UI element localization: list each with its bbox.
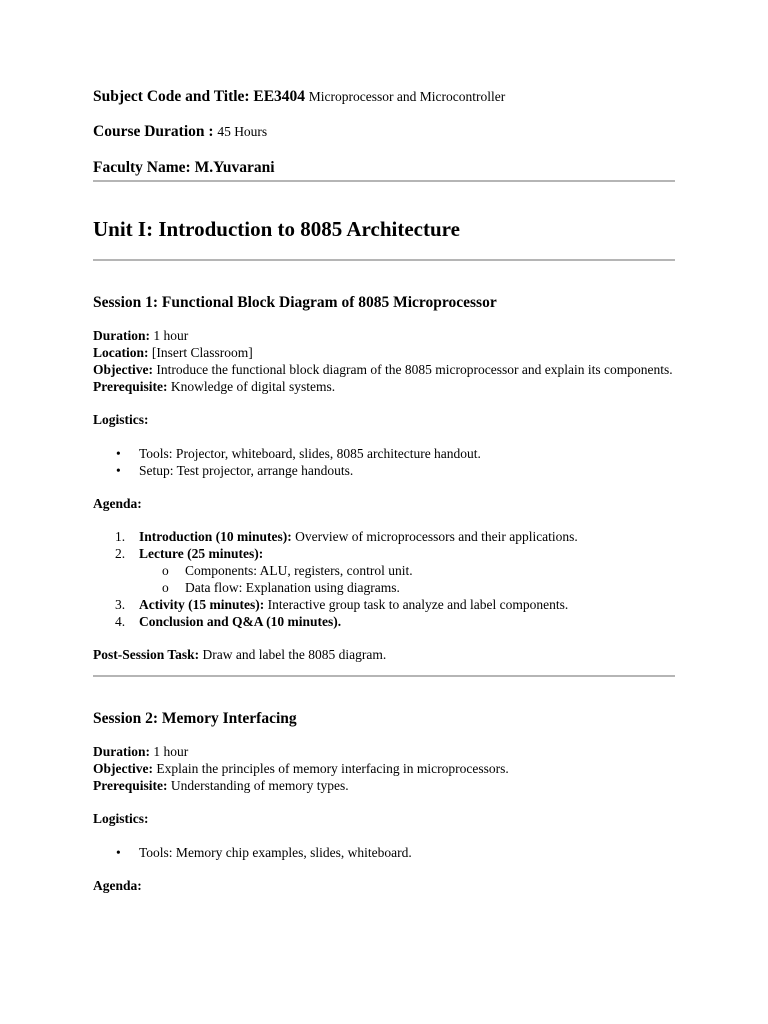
list-item-text: Tools: Projector, whiteboard, slides, 8085 architecture handout.	[139, 446, 481, 461]
agenda-item	[93, 613, 675, 630]
session-1-agenda-label: Agenda:	[93, 496, 142, 511]
duration-value: 1 hour	[153, 744, 189, 759]
list-item-text: Setup: Test projector, arrange handouts.	[139, 463, 354, 478]
agenda-item-text: Interactive group task to analyze and label components.	[267, 597, 569, 612]
course-duration-label: Course Duration :	[93, 123, 214, 140]
agenda-item-heading: Lecture (25 minutes):	[139, 546, 264, 561]
session-2-agenda-label: Agenda:	[93, 878, 142, 893]
faculty-name: Faculty Name: M.Yuvarani	[93, 159, 275, 176]
objective-label: Objective:	[93, 761, 153, 776]
agenda-number: 3.	[115, 597, 126, 612]
list-item	[93, 844, 675, 861]
agenda-number: 1.	[115, 529, 126, 544]
sub-list-item	[139, 579, 675, 596]
session-1-prerequisite	[93, 378, 675, 395]
duration-label: Duration:	[93, 744, 150, 759]
agenda-item-heading: Introduction (10 minutes):	[139, 529, 292, 544]
location-label: Location:	[93, 345, 149, 360]
session-1-objective	[93, 361, 675, 378]
session-1-logistics-label: Logistics:	[93, 412, 149, 427]
agenda-number: 4.	[115, 614, 126, 629]
bullet-icon: •	[116, 845, 121, 860]
subject-label: Subject Code and Title:	[93, 88, 250, 105]
agenda-item	[93, 545, 675, 596]
session-2-logistics-list	[93, 844, 675, 861]
prerequisite-label: Prerequisite:	[93, 379, 168, 394]
session-1-logistics-list	[93, 445, 675, 479]
session-1-post-task	[93, 646, 675, 663]
session-2-objective	[93, 760, 675, 777]
subject-line	[93, 88, 675, 106]
agenda-item-heading: Conclusion and Q&A (10 minutes).	[139, 614, 342, 629]
faculty-line	[93, 159, 675, 177]
agenda-item-text: Overview of microprocessors and their applications.	[295, 529, 578, 544]
agenda-item-heading: Activity (15 minutes):	[139, 597, 265, 612]
sub-list-item-text: Components: ALU, registers, control unit.	[185, 563, 413, 578]
location-value: [Insert Classroom]	[151, 345, 253, 360]
subject-code: EE3404	[253, 88, 306, 105]
duration-label: Duration:	[93, 328, 150, 343]
session-2-prerequisite	[93, 777, 675, 794]
post-task-value: Draw and label the 8085 diagram.	[202, 647, 387, 662]
prerequisite-value: Knowledge of digital systems.	[170, 379, 336, 394]
objective-label: Objective:	[93, 362, 153, 377]
agenda-number: 2.	[115, 546, 126, 561]
bullet-icon: •	[116, 446, 121, 461]
circle-bullet-icon: o	[162, 563, 169, 578]
bullet-icon: •	[116, 463, 121, 478]
sub-list-item-text: Data flow: Explanation using diagrams.	[185, 580, 400, 595]
subject-title: Microprocessor and Microcontroller	[308, 89, 506, 104]
session-2-logistics-label: Logistics:	[93, 811, 149, 826]
duration-value: 1 hour	[153, 328, 189, 343]
list-item-text: Tools: Memory chip examples, slides, whiteboard.	[139, 845, 412, 860]
circle-bullet-icon: o	[162, 580, 169, 595]
session-1-title: Session 1: Functional Block Diagram of 8085 Microprocessor	[93, 294, 497, 311]
list-item	[93, 462, 675, 479]
unit-title: Unit I: Introduction to 8085 Architecture	[93, 217, 460, 241]
agenda-item	[93, 596, 675, 613]
course-duration-line	[93, 123, 675, 141]
document-content	[93, 88, 675, 894]
sub-list-item	[139, 562, 675, 579]
session-1-location	[93, 344, 675, 361]
prerequisite-value: Understanding of memory types.	[170, 778, 349, 793]
session-1-agenda-list	[93, 528, 675, 630]
course-duration-value: 45 Hours	[217, 124, 268, 139]
list-item	[93, 445, 675, 462]
prerequisite-label: Prerequisite:	[93, 778, 168, 793]
session-2-duration	[93, 743, 675, 760]
session-1-duration	[93, 327, 675, 344]
lecture-sub-list	[139, 562, 675, 596]
post-task-label: Post-Session Task:	[93, 647, 200, 662]
objective-value: Explain the principles of memory interfacing in microprocessors.	[156, 761, 509, 776]
agenda-item	[93, 528, 675, 545]
session-2-title: Session 2: Memory Interfacing	[93, 710, 297, 727]
objective-value: Introduce the functional block diagram of the 8085 microprocessor and explain its components.	[156, 362, 673, 377]
